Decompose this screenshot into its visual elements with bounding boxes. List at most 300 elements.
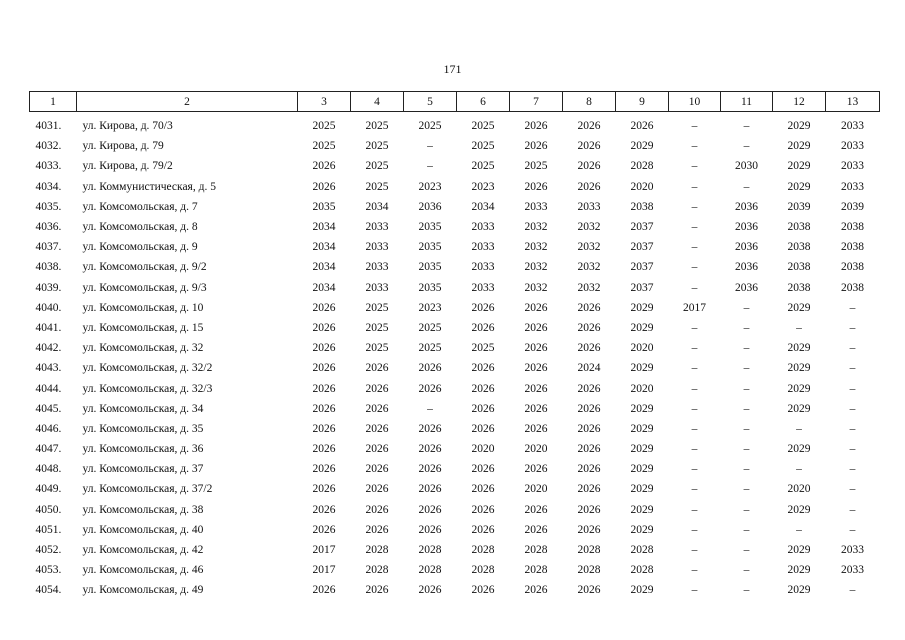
year-cell-col-8: 2032: [577, 241, 601, 254]
year-cell-col-11: –: [743, 564, 750, 577]
year-cell-col-3: 2026: [312, 584, 336, 597]
year-cell-col-10: –: [691, 422, 698, 435]
year-cell-col-12: 2029: [787, 544, 811, 557]
year-cell-col-13: 2033: [841, 544, 864, 557]
year-cell-col-6: 2020: [471, 443, 495, 456]
address-cell: ул. Комсомольская, д. 36: [82, 443, 204, 456]
year-cell-col-7: 2026: [524, 422, 548, 435]
table-row: [30, 237, 880, 257]
year-cell-col-9: 2037: [630, 221, 654, 234]
year-cell-col-3: 2026: [312, 483, 336, 496]
address-cell: ул. Комсомольская, д. 8: [82, 221, 198, 234]
year-cell-col-11: –: [743, 483, 750, 496]
year-cell-col-7: 2026: [524, 321, 548, 334]
row-number: 4037.: [35, 241, 62, 254]
row-number: 4031.: [35, 120, 62, 133]
year-cell-col-4: 2034: [365, 200, 389, 213]
year-cell-col-6: 2025: [471, 120, 495, 133]
year-cell-col-3: 2026: [312, 362, 336, 375]
table-row: [30, 217, 880, 237]
year-cell-col-13: 2033: [841, 120, 864, 133]
page-number: 171: [443, 62, 462, 76]
table-row: [30, 358, 880, 378]
year-cell-col-12: –: [796, 321, 802, 334]
year-cell-col-7: 2026: [524, 342, 548, 355]
year-cell-col-8: 2026: [577, 503, 601, 516]
year-cell-col-8: 2024: [577, 362, 601, 375]
year-cell-col-11: –: [743, 120, 750, 133]
year-cell-col-5: 2036: [418, 200, 442, 213]
column-header-11: 11: [721, 92, 773, 112]
year-cell-col-5: 2026: [418, 503, 442, 516]
column-header-10: 10: [669, 92, 721, 112]
year-cell-col-12: 2039: [787, 200, 811, 213]
year-cell-col-9: 2029: [630, 362, 654, 375]
year-cell-col-4: 2033: [365, 241, 389, 254]
year-cell-col-9: 2029: [630, 503, 654, 516]
year-cell-col-3: 2034: [312, 221, 336, 234]
year-cell-col-10: –: [691, 120, 698, 133]
year-cell-col-7: 2026: [524, 140, 548, 153]
row-number: 4036.: [35, 221, 62, 234]
year-cell-col-4: 2025: [365, 160, 389, 173]
year-cell-col-12: 2038: [787, 261, 811, 274]
year-cell-col-7: 2032: [524, 261, 548, 274]
table-header: [30, 92, 880, 112]
year-cell-col-8: 2026: [577, 120, 601, 133]
address-cell: ул. Комсомольская, д. 38: [82, 503, 204, 516]
year-cell-col-7: 2026: [524, 362, 548, 375]
row-number: 4042.: [35, 342, 62, 355]
row-number: 4053.: [35, 564, 62, 577]
year-cell-col-5: 2026: [418, 584, 442, 597]
year-cell-col-8: 2026: [577, 443, 601, 456]
year-cell-col-6: 2026: [471, 362, 495, 375]
address-cell: ул. Кирова, д. 70/3: [82, 120, 173, 133]
year-cell-col-5: 2026: [418, 382, 442, 395]
year-cell-col-7: 2026: [524, 180, 548, 193]
year-cell-col-8: 2026: [577, 301, 601, 314]
row-number: 4054.: [35, 584, 62, 597]
year-cell-col-11: –: [743, 362, 750, 375]
address-cell: ул. Комсомольская, д. 35: [82, 422, 204, 435]
year-cell-col-3: 2035: [312, 200, 336, 213]
year-cell-col-7: 2026: [524, 523, 548, 536]
year-cell-col-6: 2028: [471, 564, 495, 577]
year-cell-col-3: 2026: [312, 402, 336, 415]
year-cell-col-13: 2039: [841, 200, 864, 213]
table-row: [30, 338, 880, 358]
year-cell-col-8: 2032: [577, 261, 601, 274]
year-cell-col-10: –: [691, 342, 698, 355]
year-cell-col-9: 2020: [630, 180, 654, 193]
year-cell-col-10: –: [691, 261, 698, 274]
year-cell-col-10: –: [691, 281, 698, 294]
year-cell-col-7: 2032: [524, 241, 548, 254]
address-cell: ул. Комсомольская, д. 9/2: [82, 261, 207, 274]
year-cell-col-9: 2020: [630, 342, 654, 355]
year-cell-col-10: –: [691, 402, 698, 415]
year-cell-col-7: 2025: [524, 160, 548, 173]
year-cell-col-13: –: [849, 503, 856, 516]
table-row: [30, 298, 880, 318]
year-cell-col-8: 2026: [577, 180, 601, 193]
year-cell-col-3: 2026: [312, 321, 336, 334]
year-cell-col-4: 2026: [365, 463, 389, 476]
year-cell-col-6: 2033: [471, 261, 495, 274]
year-cell-col-5: –: [427, 140, 433, 153]
schedule-table: [29, 91, 880, 601]
table-row: [30, 500, 880, 520]
year-cell-col-11: –: [743, 503, 750, 516]
year-cell-col-13: 2033: [841, 564, 864, 577]
year-cell-col-10: –: [691, 362, 698, 375]
year-cell-col-8: 2032: [577, 221, 601, 234]
year-cell-col-8: 2026: [577, 422, 601, 435]
year-cell-col-9: 2029: [630, 402, 654, 415]
table-row: [30, 378, 880, 398]
address-cell: ул. Комсомольская, д. 46: [82, 564, 204, 577]
year-cell-col-12: 2029: [787, 443, 811, 456]
year-cell-col-5: 2023: [418, 180, 442, 193]
year-cell-col-4: 2025: [365, 120, 389, 133]
year-cell-col-4: 2033: [365, 281, 389, 294]
year-cell-col-11: 2036: [735, 281, 758, 294]
column-header-7: 7: [510, 92, 563, 112]
year-cell-col-6: 2033: [471, 241, 495, 254]
year-cell-col-9: 2029: [630, 301, 654, 314]
year-cell-col-11: –: [743, 301, 750, 314]
year-cell-col-7: 2026: [524, 503, 548, 516]
year-cell-col-13: –: [849, 321, 856, 334]
row-number: 4033.: [35, 160, 62, 173]
year-cell-col-12: 2029: [787, 160, 811, 173]
year-cell-col-9: 2029: [630, 523, 654, 536]
year-cell-col-10: –: [691, 321, 698, 334]
row-number: 4045.: [35, 402, 62, 415]
year-cell-col-13: –: [849, 523, 856, 536]
year-cell-col-3: 2026: [312, 160, 336, 173]
year-cell-col-5: 2026: [418, 422, 442, 435]
year-cell-col-7: 2032: [524, 221, 548, 234]
year-cell-col-9: 2028: [630, 564, 654, 577]
year-cell-col-11: 2030: [735, 160, 758, 173]
year-cell-col-3: 2017: [312, 564, 336, 577]
year-cell-col-11: 2036: [735, 241, 758, 254]
year-cell-col-4: 2025: [365, 342, 389, 355]
address-cell: ул. Кирова, д. 79/2: [82, 160, 173, 173]
column-header-5: 5: [404, 92, 457, 112]
address-cell: ул. Комсомольская, д. 32/2: [82, 362, 213, 375]
year-cell-col-13: 2033: [841, 140, 864, 153]
year-cell-col-12: 2029: [787, 140, 811, 153]
year-cell-col-4: 2026: [365, 443, 389, 456]
year-cell-col-9: 2020: [630, 382, 654, 395]
table-row: [30, 459, 880, 479]
table-row: [30, 399, 880, 419]
row-number: 4040.: [35, 301, 62, 314]
year-cell-col-9: 2029: [630, 584, 654, 597]
year-cell-col-9: 2038: [630, 200, 654, 213]
year-cell-col-7: 2026: [524, 120, 548, 133]
year-cell-col-11: 2036: [735, 221, 758, 234]
year-cell-col-5: 2035: [418, 221, 442, 234]
year-cell-col-6: 2026: [471, 301, 495, 314]
year-cell-col-7: 2028: [524, 564, 548, 577]
year-cell-col-8: 2026: [577, 140, 601, 153]
column-header-4: 4: [351, 92, 404, 112]
year-cell-col-13: 2033: [841, 160, 864, 173]
address-cell: ул. Коммунистическая, д. 5: [82, 180, 216, 193]
year-cell-col-4: 2028: [365, 564, 389, 577]
address-cell: ул. Комсомольская, д. 9/3: [82, 281, 207, 294]
address-cell: ул. Комсомольская, д. 49: [82, 584, 204, 597]
year-cell-col-13: 2033: [841, 180, 864, 193]
year-cell-col-8: 2026: [577, 523, 601, 536]
row-number: 4051.: [35, 523, 62, 536]
year-cell-col-12: 2029: [787, 584, 811, 597]
table-row: [30, 177, 880, 197]
year-cell-col-5: 2035: [418, 281, 442, 294]
year-cell-col-4: 2026: [365, 503, 389, 516]
year-cell-col-10: –: [691, 382, 698, 395]
year-cell-col-7: 2026: [524, 301, 548, 314]
row-number: 4043.: [35, 362, 62, 375]
year-cell-col-9: 2029: [630, 463, 654, 476]
row-number: 4035.: [35, 200, 62, 213]
year-cell-col-8: 2028: [577, 564, 601, 577]
year-cell-col-10: –: [691, 523, 698, 536]
year-cell-col-11: –: [743, 422, 750, 435]
year-cell-col-6: 2025: [471, 342, 495, 355]
row-number: 4038.: [35, 261, 62, 274]
year-cell-col-3: 2025: [312, 140, 336, 153]
year-cell-col-6: 2026: [471, 503, 495, 516]
year-cell-col-3: 2026: [312, 443, 336, 456]
year-cell-col-6: 2026: [471, 321, 495, 334]
year-cell-col-10: –: [691, 503, 698, 516]
row-number: 4050.: [35, 503, 62, 516]
row-number: 4032.: [35, 140, 62, 153]
year-cell-col-10: –: [691, 584, 698, 597]
year-cell-col-7: 2032: [524, 281, 548, 294]
row-number: 4048.: [35, 463, 62, 476]
year-cell-col-6: 2026: [471, 382, 495, 395]
row-number: 4046.: [35, 422, 62, 435]
address-cell: ул. Комсомольская, д. 15: [82, 321, 204, 334]
year-cell-col-5: –: [427, 160, 433, 173]
year-cell-col-13: –: [849, 402, 856, 415]
year-cell-col-7: 2033: [524, 200, 548, 213]
address-cell: ул. Кирова, д. 79: [82, 140, 164, 153]
year-cell-col-11: –: [743, 402, 750, 415]
year-cell-col-6: 2033: [471, 221, 495, 234]
year-cell-col-11: –: [743, 584, 750, 597]
year-cell-col-11: –: [743, 342, 750, 355]
year-cell-col-13: 2038: [841, 261, 864, 274]
year-cell-col-8: 2026: [577, 483, 601, 496]
year-cell-col-5: 2025: [418, 342, 442, 355]
year-cell-col-5: 2026: [418, 463, 442, 476]
year-cell-col-3: 2034: [312, 261, 336, 274]
year-cell-col-11: –: [743, 321, 750, 334]
year-cell-col-12: –: [796, 463, 802, 476]
year-cell-col-4: 2025: [365, 140, 389, 153]
year-cell-col-12: 2029: [787, 362, 811, 375]
year-cell-col-5: 2023: [418, 301, 442, 314]
address-cell: ул. Комсомольская, д. 9: [82, 241, 198, 254]
year-cell-col-8: 2032: [577, 281, 601, 294]
year-cell-col-8: 2026: [577, 584, 601, 597]
address-cell: ул. Комсомольская, д. 34: [82, 402, 204, 415]
year-cell-col-11: 2036: [735, 200, 758, 213]
address-cell: ул. Комсомольская, д. 40: [82, 523, 204, 536]
year-cell-col-3: 2034: [312, 281, 336, 294]
address-cell: ул. Комсомольская, д. 42: [82, 544, 204, 557]
year-cell-col-12: 2029: [787, 180, 811, 193]
year-cell-col-13: –: [849, 483, 856, 496]
year-cell-col-5: 2025: [418, 120, 442, 133]
year-cell-col-13: –: [849, 301, 856, 314]
year-cell-col-12: 2020: [787, 483, 811, 496]
year-cell-col-9: 2037: [630, 261, 654, 274]
year-cell-col-6: 2028: [471, 544, 495, 557]
year-cell-col-6: 2026: [471, 584, 495, 597]
table-row: [30, 156, 880, 176]
year-cell-col-13: –: [849, 342, 856, 355]
year-cell-col-4: 2026: [365, 382, 389, 395]
year-cell-col-9: 2029: [630, 483, 654, 496]
year-cell-col-4: 2028: [365, 544, 389, 557]
year-cell-col-10: –: [691, 180, 698, 193]
year-cell-col-10: –: [691, 564, 698, 577]
year-cell-col-8: 2026: [577, 382, 601, 395]
year-cell-col-3: 2026: [312, 342, 336, 355]
year-cell-col-11: –: [743, 382, 750, 395]
year-cell-col-4: 2033: [365, 221, 389, 234]
year-cell-col-3: 2034: [312, 241, 336, 254]
year-cell-col-7: 2028: [524, 544, 548, 557]
year-cell-col-11: –: [743, 140, 750, 153]
year-cell-col-7: 2026: [524, 463, 548, 476]
year-cell-col-8: 2026: [577, 463, 601, 476]
year-cell-col-3: 2026: [312, 180, 336, 193]
year-cell-col-3: 2025: [312, 120, 336, 133]
address-cell: ул. Комсомольская, д. 32/3: [82, 382, 213, 395]
year-cell-col-9: 2037: [630, 241, 654, 254]
year-cell-col-5: 2026: [418, 362, 442, 375]
year-cell-col-8: 2026: [577, 402, 601, 415]
year-cell-col-5: –: [427, 402, 433, 415]
year-cell-col-6: 2026: [471, 463, 495, 476]
year-cell-col-12: 2029: [787, 301, 811, 314]
row-number: 4044.: [35, 382, 62, 395]
year-cell-col-12: –: [796, 422, 802, 435]
column-header-1: 1: [30, 92, 77, 112]
table-row: [30, 520, 880, 540]
year-cell-col-10: –: [691, 463, 698, 476]
year-cell-col-6: 2025: [471, 140, 495, 153]
year-cell-col-13: –: [849, 463, 856, 476]
year-cell-col-8: 2033: [577, 200, 601, 213]
address-cell: ул. Комсомольская, д. 7: [82, 200, 198, 213]
year-cell-col-7: 2026: [524, 382, 548, 395]
year-cell-col-13: –: [849, 422, 856, 435]
year-cell-col-3: 2026: [312, 382, 336, 395]
year-cell-col-4: 2026: [365, 584, 389, 597]
year-cell-col-13: –: [849, 584, 856, 597]
year-cell-col-7: 2020: [524, 443, 548, 456]
year-cell-col-12: –: [796, 523, 802, 536]
year-cell-col-9: 2028: [630, 544, 654, 557]
table-row: [30, 419, 880, 439]
year-cell-col-6: 2033: [471, 281, 495, 294]
year-cell-col-6: 2026: [471, 483, 495, 496]
table-row: [30, 112, 880, 137]
year-cell-col-7: 2020: [524, 483, 548, 496]
year-cell-col-12: 2038: [787, 241, 811, 254]
year-cell-col-6: 2025: [471, 160, 495, 173]
year-cell-col-10: –: [691, 140, 698, 153]
row-number: 4041.: [35, 321, 62, 334]
table-row: [30, 197, 880, 217]
year-cell-col-12: 2029: [787, 382, 811, 395]
table-row: [30, 540, 880, 560]
year-cell-col-10: –: [691, 544, 698, 557]
year-cell-col-3: 2026: [312, 503, 336, 516]
column-header-6: 6: [457, 92, 510, 112]
year-cell-col-6: 2023: [471, 180, 495, 193]
year-cell-col-4: 2026: [365, 402, 389, 415]
year-cell-col-5: 2026: [418, 523, 442, 536]
year-cell-col-9: 2028: [630, 160, 654, 173]
year-cell-col-5: 2026: [418, 443, 442, 456]
year-cell-col-9: 2037: [630, 281, 654, 294]
year-cell-col-12: 2038: [787, 281, 811, 294]
column-header-13: 13: [826, 92, 880, 112]
year-cell-col-11: –: [743, 443, 750, 456]
table-row: [30, 278, 880, 298]
address-cell: ул. Комсомольская, д. 10: [82, 301, 204, 314]
year-cell-col-5: 2028: [418, 564, 442, 577]
year-cell-col-6: 2026: [471, 402, 495, 415]
year-cell-col-10: –: [691, 483, 698, 496]
column-header-9: 9: [616, 92, 669, 112]
year-cell-col-4: 2026: [365, 422, 389, 435]
year-cell-col-10: –: [691, 200, 698, 213]
year-cell-col-12: 2029: [787, 120, 811, 133]
year-cell-col-11: 2036: [735, 261, 758, 274]
year-cell-col-4: 2026: [365, 362, 389, 375]
year-cell-col-12: 2029: [787, 503, 811, 516]
year-cell-col-12: 2029: [787, 402, 811, 415]
year-cell-col-12: 2029: [787, 342, 811, 355]
table-row: [30, 580, 880, 600]
year-cell-col-13: –: [849, 382, 856, 395]
year-cell-col-11: –: [743, 523, 750, 536]
table-row: [30, 136, 880, 156]
year-cell-col-5: 2035: [418, 241, 442, 254]
row-number: 4047.: [35, 443, 62, 456]
row-number: 4034.: [35, 180, 62, 193]
year-cell-col-5: 2025: [418, 321, 442, 334]
year-cell-col-6: 2026: [471, 422, 495, 435]
year-cell-col-5: 2028: [418, 544, 442, 557]
table-row: [30, 479, 880, 499]
year-cell-col-11: –: [743, 544, 750, 557]
year-cell-col-4: 2025: [365, 321, 389, 334]
year-cell-col-3: 2017: [312, 544, 336, 557]
